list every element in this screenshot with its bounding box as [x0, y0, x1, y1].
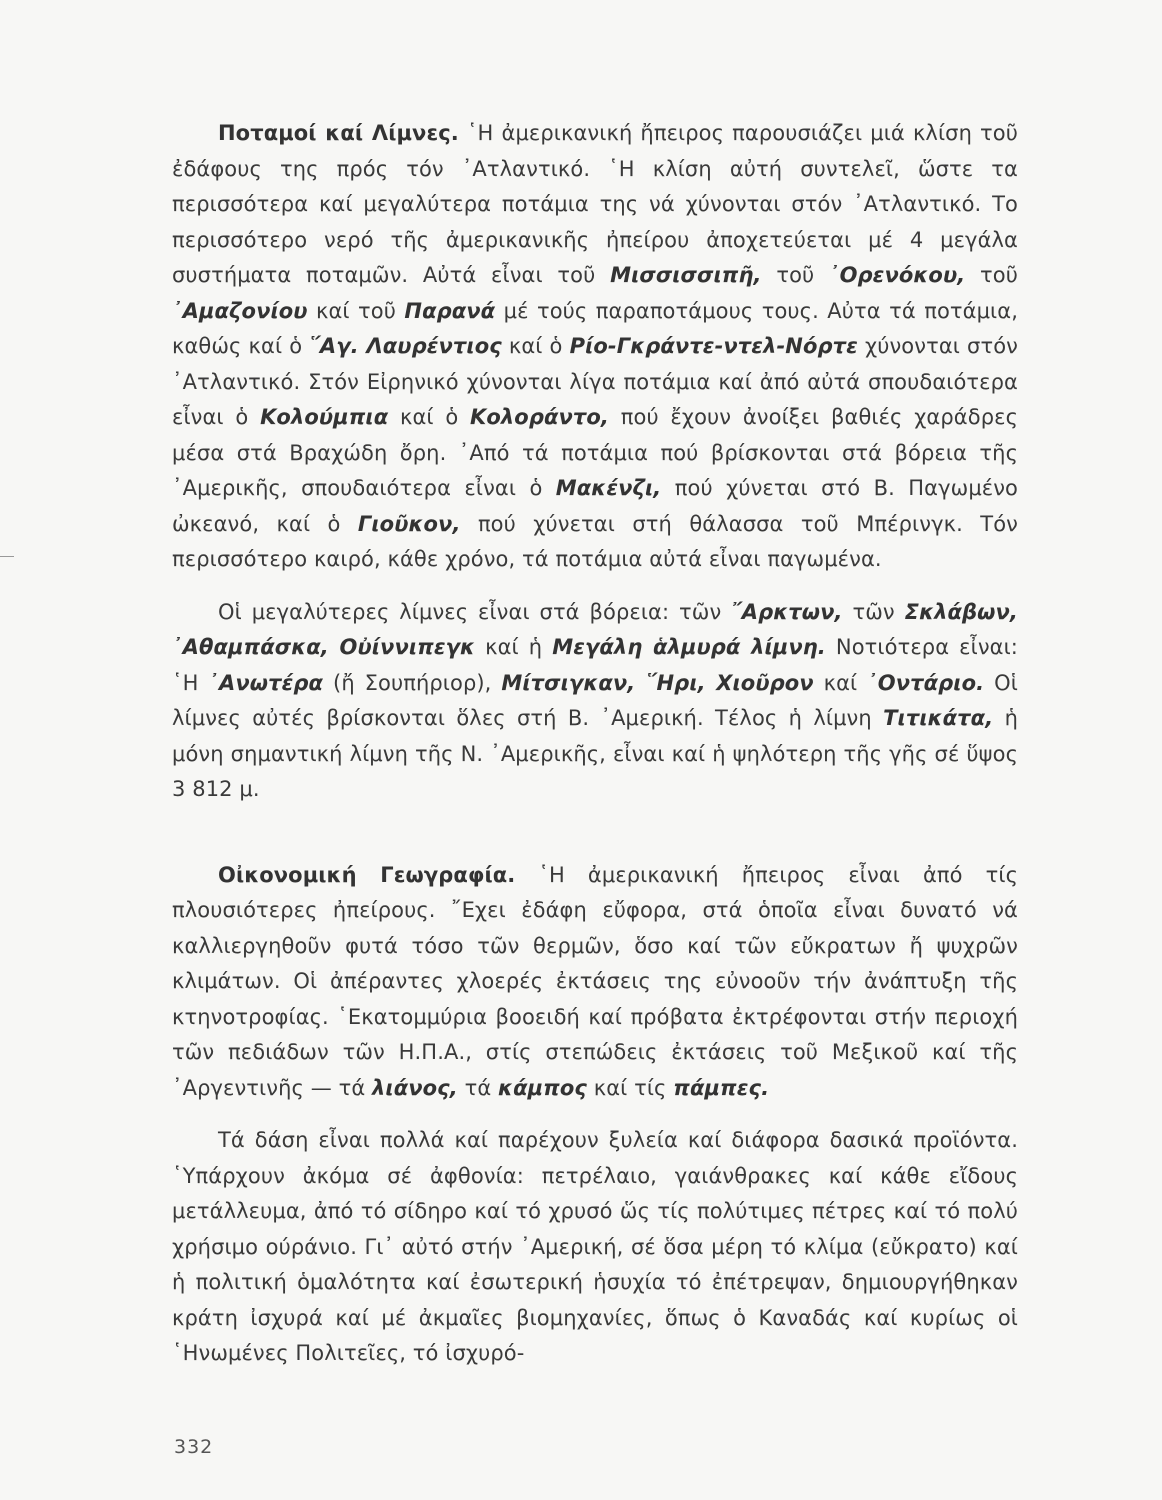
emphasized-term: Μεγάλη ἁλμυρά λίμνη. [552, 635, 826, 659]
text-run: τά [457, 1075, 499, 1100]
paragraph [172, 116, 1018, 578]
text-run: καί [813, 670, 868, 695]
section-heading: Οἰκονομική Γεωγραφία. [218, 862, 516, 887]
emphasized-term: ᾿Αμαζονίου [172, 298, 308, 323]
emphasized-term: Μακένζι, [555, 476, 662, 500]
text-run: καί τίς [586, 1075, 674, 1100]
emphasized-term: ᾿Ανωτέρα [208, 670, 324, 695]
text-run: τῶν [842, 599, 905, 624]
emphasized-term: Κολοράντο, [470, 405, 610, 429]
text-run: Οἱ λίμνες αὐτές βρίσκονται ὅλες στή Β. ᾿Αμερική. Τέλος ἡ λίμνη [172, 670, 1018, 730]
text-run: πού χύνεται στό Β. Παγωμένο ὠκεανό, καί ὁ [172, 476, 1019, 536]
paragraph [172, 1123, 1018, 1372]
emphasized-term: ῎Αρκτων, [731, 599, 843, 624]
paragraph [172, 595, 1018, 808]
text-run: Τά δάση εἶναι πολλά καί παρέχουν ξυλεία καί διάφορα δασικά προϊόντα. ῾Υπάρχουν ἀκόμα σέ ἀφθονία: πετρέλαιο, γαιάνθρακες καί κάθε εἴδους μετάλλευμα, ἀπό τό σίδηρο καί τό χρυσό ὥς τίς πολύτιμες πέτρες καί τό πολύ χρήσιμο ούράνιο. Γι᾿ αὐτό στήν ᾿Αμερική, σέ ὅσα μέρη τό κλίμα (εὔκρατο) καί ἡ πολιτική ὁμαλότητα καί ἐσωτερική ἡσυχία τό ἐπέτρεψαν, δημιουργήθηκαν κράτη ἰσχυρά καί μέ ἀκμαῖες βιομηχανίες, ὅπως ὁ Καναδάς καί κυρίως οἱ ῾Ηνωμένες Πολιτεῖες, τό ἰσχυρό- [172, 1128, 1018, 1365]
emphasized-term: Κολούμπια [260, 405, 389, 429]
emphasized-term: ᾿Οντάριο. [867, 670, 985, 695]
emphasized-term: κάμπος [498, 1075, 587, 1100]
text-run: ῾Η ἀμερικανική ἤπειρος εἶναι ἀπό τίς πλουσιότερες ἠπείρους. ῎Εχει ἐδάφη εὔφορα, στά ὁποῖα εἶναι δυνατό νά καλλιεργηθοῦν φυτά τόσο τῶν θερμῶν, ὅσο καί τῶν εὔκρατων ἤ ψυχρῶν κλιμάτων. Οἱ ἀπέραντες χλοερές ἐκτάσεις της εὐνοοῦν τήν ἀνάπτυξη τῆς κτηνοτροφίας. ῾Εκατομμύρια βοοειδή καί πρόβατα ἐκτρέφονται στήν περιοχή τῶν πεδιάδων τῶν Η.Π.Α., στίς στεπώδεις ἐκτάσεις τοῦ Μεξικοῦ καί τῆς ᾿Αργεντινῆς — τά [172, 862, 1019, 1100]
emphasized-term: Ρίο-Γκράντε-ντελ-Νόρτε [569, 334, 858, 358]
text-run: (ἤ Σουπήριορ), [323, 670, 502, 695]
emphasized-term: λιάνος, [372, 1075, 458, 1100]
margin-mark [0, 556, 14, 557]
emphasized-term: ῞Αγ. Λαυρέντιος [309, 334, 502, 358]
text-run: τοῦ [965, 263, 1018, 287]
emphasized-term: Μίτσιγκαν, ῞Ηρι, Χιοῦρον [501, 670, 814, 695]
page-body [172, 116, 1018, 1372]
text-run: πού ἔχουν ἀνοίξει βαθιές χαράδρες μέσα στά Βραχώδη ὄρη. ᾿Από τά ποτάμια πού βρίσκονται στά βόρεια τῆς ᾿Αμερικῆς, σπουδαιότερα εἶναι ὁ [172, 405, 1019, 500]
text-run: ἡ μόνη σημαντική λίμνη τῆς Ν. ᾿Αμερικῆς, εἶναι καί ἡ ψηλότερη τῆς γῆς σέ ὕψος 3 812 μ. [172, 706, 1019, 801]
text-run: καί τοῦ [307, 298, 405, 323]
emphasized-term: Μισσισσιπῆ, [610, 263, 762, 287]
section-heading: Ποταμοί καί Λίμνες. [218, 121, 459, 145]
emphasized-term: Γιοῦκον, [357, 511, 461, 536]
text-run: πού χύνεται στή θάλασσα τοῦ Μπέρινγκ. Τόν περισσότερο καιρό, κάθε χρόνο, τά ποτάμια αὐτά εἶναι παγωμένα. [172, 511, 1018, 571]
emphasized-term: Παρανά [404, 298, 496, 323]
text-run: Οἱ μεγαλύτερες λίμνες εἶναι στά βόρεια: τῶν [218, 599, 732, 624]
paragraph [172, 858, 1018, 1107]
text-run: ῾Η ἀμερικανική ἤπειρος παρουσιάζει μιά κλίση τοῦ ἐδάφους της πρός τόν ᾿Ατλαντικό. ῾Η κλίση αὐτή συντελεῖ, ὥστε τα περισσότερα καί μεγαλύτερα ποτάμια της νά χύνονται στόν ᾿Ατλαντικό. Το περισσότερο νερό τῆς ἀμερικανικῆς ἠπείρου ἀποχετεύεται μέ 4 μεγάλα συστήματα ποταμῶν. Αὐτά εἶναι τοῦ [172, 121, 1018, 287]
text-run: καί ὁ [388, 405, 471, 429]
emphasized-term: πάμπες. [673, 1075, 770, 1100]
text-run: καί ἡ [475, 635, 553, 659]
emphasized-term: Σκλάβων, ᾿Αθαμπάσκα, Οὐίννιπεγκ [172, 599, 1018, 659]
text-run: Νοτιότερα εἶναι: ῾Η [172, 635, 1018, 695]
emphasized-term: ᾿Ορενόκου, [829, 263, 966, 287]
page-number: 332 [174, 1436, 214, 1458]
text-run: τοῦ [761, 263, 829, 287]
text-run: καί ὁ [501, 334, 570, 358]
emphasized-term: Τιτικάτα, [883, 706, 994, 730]
text-run: μέ τούς παραποτάμους τους. Αὐτα τά ποτάμια, καθώς καί ὁ [172, 298, 1018, 358]
text-run: χύνονται στόν ᾿Ατλαντικό. Στόν Εἰρηνικό χύνονται λίγα ποτάμια καί ἀπό αὐτά σπουδαιότερα εἶναι ὁ [172, 334, 1018, 429]
